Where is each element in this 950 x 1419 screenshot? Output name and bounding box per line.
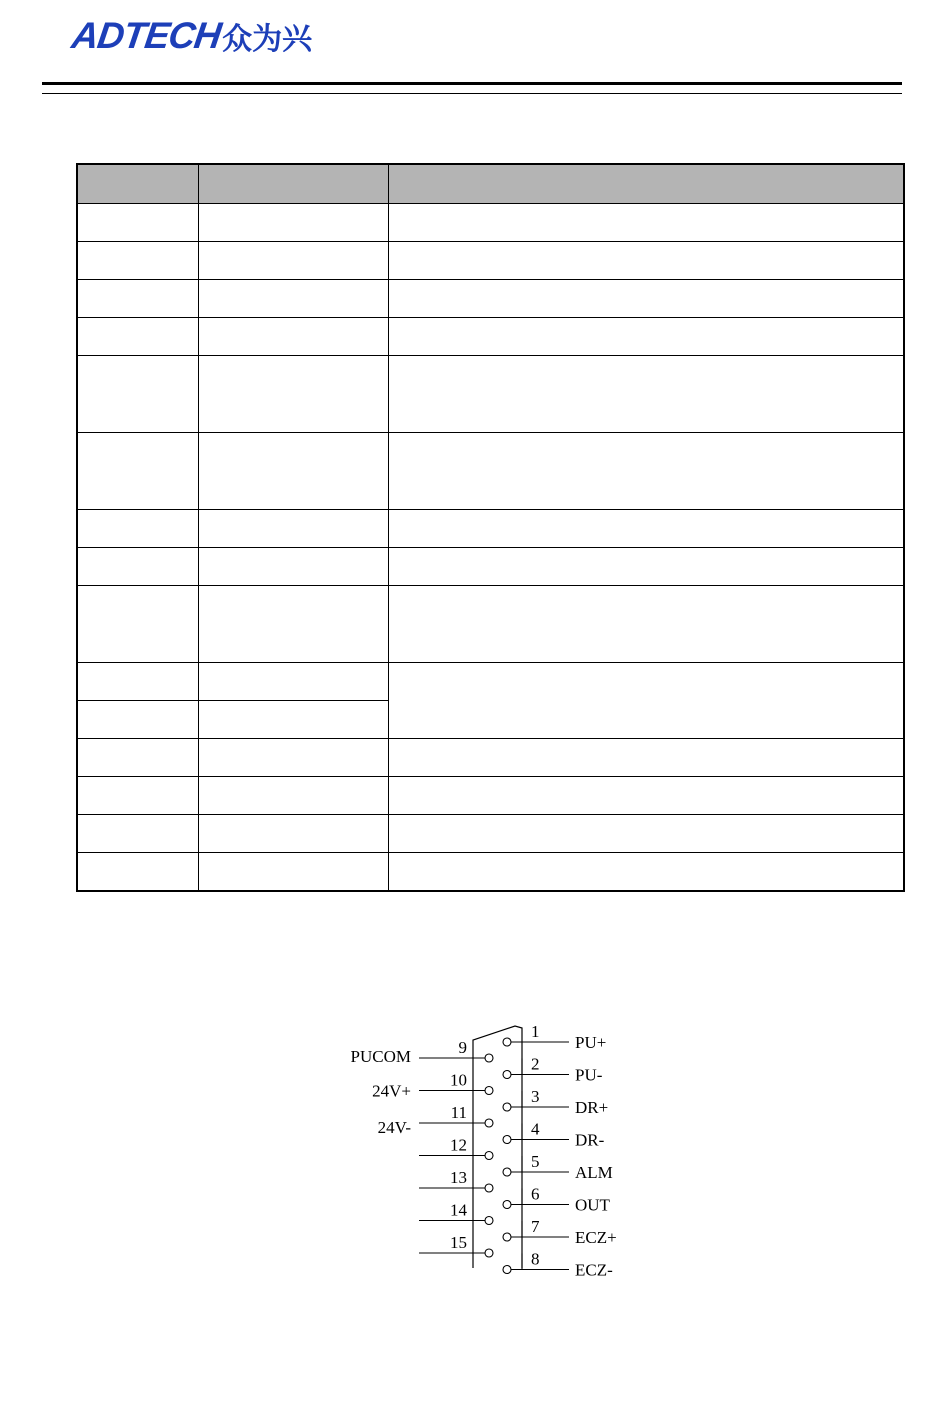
table-cell <box>388 853 904 892</box>
pin-hole <box>503 1136 511 1144</box>
table-row <box>77 433 904 510</box>
logo-text-cjk: 众为兴 <box>222 22 313 57</box>
company-logo <box>69 15 313 57</box>
table-row <box>77 815 904 853</box>
table-cell <box>77 777 198 815</box>
table-cell <box>198 433 388 510</box>
pin-number-label: 5 <box>531 1152 540 1171</box>
table-header-cell <box>198 164 388 204</box>
table-cell <box>198 586 388 663</box>
pin-hole <box>503 1103 511 1111</box>
table-row <box>77 510 904 548</box>
table-row <box>77 586 904 663</box>
table-row <box>77 356 904 433</box>
pin-signal-label: ALM <box>575 1163 613 1182</box>
table-cell <box>388 280 904 318</box>
pin-signal-label: OUT <box>575 1195 610 1215</box>
logo-text-latin: ADTECH <box>69 15 224 56</box>
connector-shell-outline <box>473 1026 522 1268</box>
table-cell <box>198 318 388 356</box>
pin-signal-label: 24V- <box>377 1118 411 1137</box>
table-cell <box>198 548 388 586</box>
table-cell <box>388 777 904 815</box>
table-cell <box>198 701 388 739</box>
table-cell <box>77 663 198 701</box>
pin-number-label: 6 <box>531 1184 540 1204</box>
table-cell <box>77 280 198 318</box>
pin-number-label: 13 <box>450 1168 467 1187</box>
pin-signal-label: ECZ- <box>575 1260 613 1280</box>
pin-number-label: 12 <box>450 1135 467 1155</box>
table-cell <box>388 739 904 777</box>
table-cell <box>388 242 904 280</box>
table-cell <box>77 815 198 853</box>
table-cell <box>388 510 904 548</box>
connector-svg <box>345 1018 645 1280</box>
pin-number-label: 8 <box>531 1249 540 1269</box>
table-row <box>77 242 904 280</box>
pin-number-label: 3 <box>531 1087 540 1106</box>
pin-number-label: 2 <box>531 1054 540 1074</box>
table-row <box>77 318 904 356</box>
table-cell <box>388 815 904 853</box>
table-cell <box>388 548 904 586</box>
table-cell <box>77 204 198 242</box>
table-cell <box>198 242 388 280</box>
pin-hole <box>485 1054 493 1062</box>
table-cell <box>198 853 388 892</box>
table-cell <box>388 433 904 510</box>
pin-hole <box>485 1119 493 1127</box>
table-row <box>77 739 904 777</box>
table-header-cell <box>388 164 904 204</box>
connector-pinout-diagram <box>345 1018 645 1280</box>
table-cell <box>77 853 198 892</box>
pin-definition-table <box>76 163 905 892</box>
pin-hole <box>503 1201 511 1209</box>
table-cell <box>77 318 198 356</box>
pin-signal-label: PU+ <box>575 1033 607 1052</box>
table-cell <box>77 510 198 548</box>
header-rule-thick <box>42 82 902 85</box>
table-cell <box>388 356 904 433</box>
pin-number-label: 10 <box>450 1070 467 1090</box>
pin-number-label: 11 <box>450 1103 467 1122</box>
table-cell <box>198 663 388 701</box>
pin-hole <box>503 1071 511 1079</box>
table-cell <box>198 510 388 548</box>
table-cell <box>198 815 388 853</box>
pin-hole <box>485 1217 493 1225</box>
table-cell <box>77 433 198 510</box>
pin-signal-label: DR- <box>575 1130 605 1150</box>
table-cell-merged <box>388 663 904 739</box>
pin-number-label: 7 <box>531 1217 540 1236</box>
pin-signal-label: PUCOM <box>350 1047 411 1066</box>
pin-signal-label: PU- <box>575 1065 603 1085</box>
table-cell <box>77 356 198 433</box>
pin-hole <box>485 1152 493 1160</box>
pin-number-label: 9 <box>458 1038 467 1057</box>
pin-number-label: 15 <box>450 1233 467 1252</box>
table-header-cell <box>77 164 198 204</box>
table-row <box>77 204 904 242</box>
pin-hole <box>503 1168 511 1176</box>
table-row <box>77 280 904 318</box>
pin-hole <box>503 1266 511 1274</box>
table-header-row <box>77 164 904 204</box>
pin-signal-label: 24V+ <box>372 1081 411 1101</box>
pin-hole <box>485 1087 493 1095</box>
table-cell <box>77 739 198 777</box>
pin-number-label: 1 <box>531 1022 540 1041</box>
pin-hole <box>485 1249 493 1257</box>
table-cell <box>388 318 904 356</box>
table-cell <box>77 701 198 739</box>
table-cell <box>198 777 388 815</box>
table-cell <box>198 739 388 777</box>
table-cell <box>77 548 198 586</box>
table-row <box>77 853 904 892</box>
pin-hole <box>485 1184 493 1192</box>
table-row <box>77 663 904 701</box>
table-cell <box>388 586 904 663</box>
pin-signal-label: ECZ+ <box>575 1228 617 1247</box>
pin-hole <box>503 1038 511 1046</box>
header-rule-thin <box>42 93 902 94</box>
table-cell <box>198 204 388 242</box>
table-cell <box>77 242 198 280</box>
pin-number-label: 14 <box>450 1200 467 1220</box>
table-row <box>77 777 904 815</box>
pin-number-label: 4 <box>531 1119 540 1139</box>
pin-signal-label: DR+ <box>575 1098 609 1117</box>
table-cell <box>388 204 904 242</box>
pin-hole <box>503 1233 511 1241</box>
table-cell <box>198 280 388 318</box>
table-row <box>77 548 904 586</box>
table-cell <box>198 356 388 433</box>
table-cell <box>77 586 198 663</box>
